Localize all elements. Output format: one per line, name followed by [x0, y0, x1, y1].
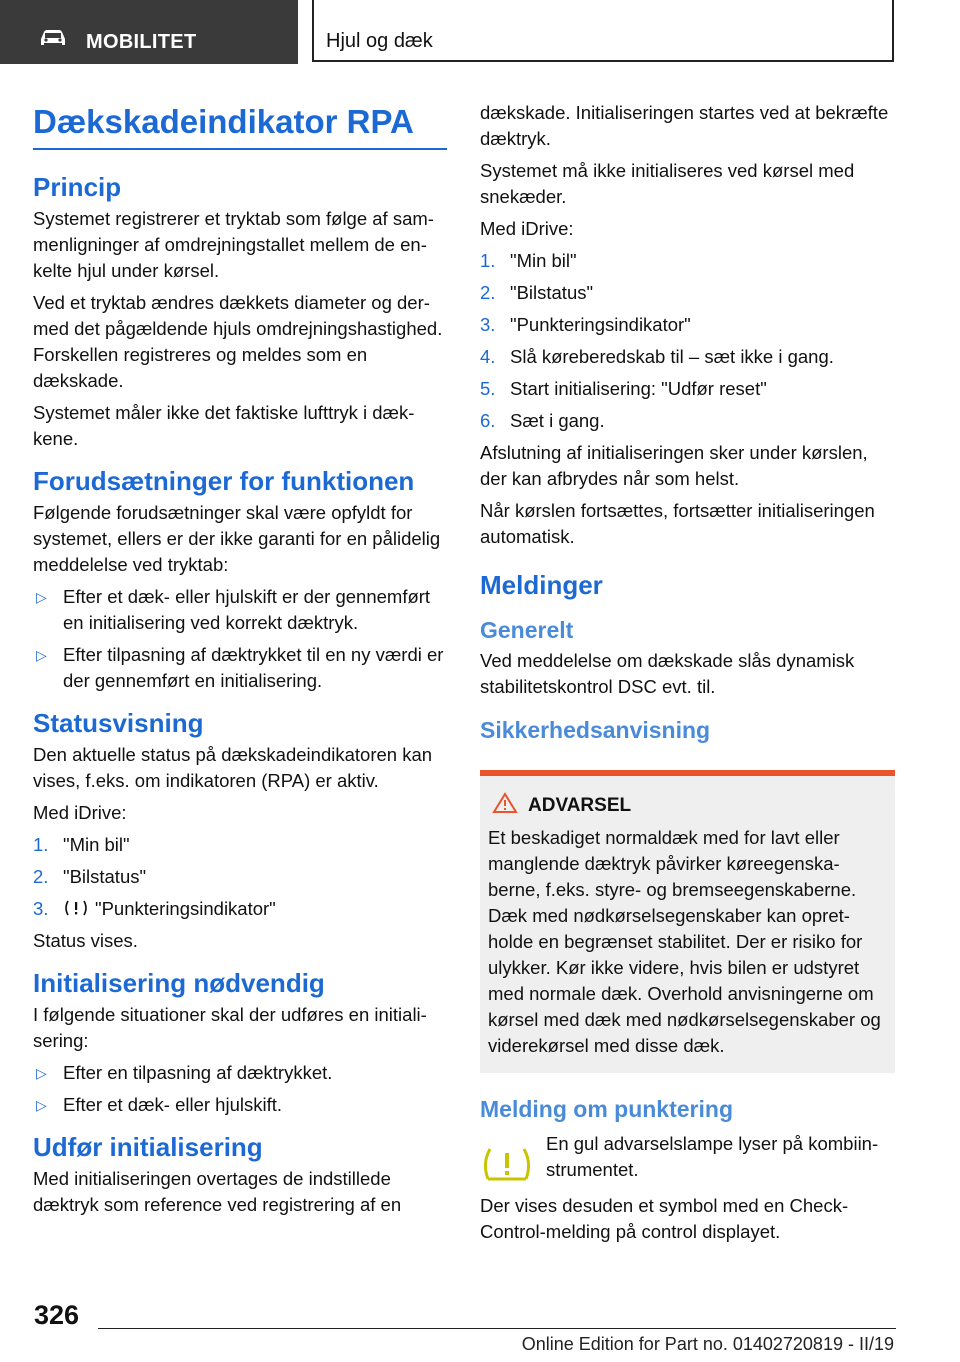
- list-item: 3. "Punkteringsindikator": [480, 314, 691, 335]
- paragraph: Afslutning af initialiseringen sker under kørslen, der kan afbrydes når som helst.: [480, 442, 868, 489]
- list-item: ▷ Efter et dæk- eller hjulskift er der gennemført en initialisering ved korrekt dæktryk.: [36, 586, 431, 633]
- warning-triangle-icon: [492, 792, 518, 814]
- paragraph: Med iDrive:: [480, 218, 574, 239]
- paragraph: Med initialiseringen overtages de indstillede dæktryk som reference ved registrering af en: [33, 1168, 402, 1215]
- section-tab: [0, 0, 298, 64]
- punktering-block: [480, 1131, 895, 1183]
- warning-title: ADVARSEL: [488, 792, 885, 819]
- numbered-list: [480, 248, 895, 434]
- page-number: 326: [34, 1300, 80, 1330]
- tire-pressure-icon: [63, 899, 89, 917]
- tire-warning-lamp-icon: [482, 1145, 532, 1185]
- paragraph: Følgende forudsætninger skal være opfyldt for systemet, ellers er der ikke garanti for en pålidelig meddelelse ved tryktab:: [33, 502, 441, 575]
- bullet-list: [33, 1060, 447, 1118]
- paragraph: Med iDrive:: [33, 802, 127, 823]
- heading-princip: Princip: [33, 172, 122, 202]
- left-column: [33, 100, 447, 1224]
- warning-box: [480, 770, 895, 1073]
- list-item: 6. Sæt i gang.: [480, 410, 605, 431]
- footer-rule: [98, 1328, 896, 1329]
- heading-punktering: Melding om punktering: [480, 1096, 733, 1122]
- chapter-tab: [312, 0, 894, 62]
- list-item: ▷ Efter et dæk- eller hjulskift.: [33, 1092, 447, 1118]
- heading-statusvisning: Statusvisning: [33, 708, 204, 738]
- paragraph: Når kørslen fortsættes, fortsætter initialiseringen automatisk.: [480, 500, 875, 547]
- bullet-list: [33, 584, 447, 694]
- triangle-bullet-icon: ▷: [36, 1065, 47, 1081]
- triangle-bullet-icon: ▷: [36, 647, 47, 663]
- triangle-bullet-icon: ▷: [36, 589, 47, 605]
- car-icon: [38, 28, 68, 48]
- heading-forudsaetninger: Forudsætninger for funktionen: [33, 466, 415, 496]
- list-item: 4. Slå køreberedskab til – sæt ikke i gang.: [480, 346, 834, 367]
- list-item: 1. "Min bil": [33, 834, 130, 855]
- chapter-label: Hjul og dæk: [326, 30, 433, 52]
- numbered-list: [33, 832, 447, 922]
- heading-udfoer: Udfør initialisering: [33, 1132, 263, 1162]
- section-label: MOBILITET: [86, 31, 197, 53]
- paragraph: Ved meddelelse om dækskade slås dynamisk stabilitetskontrol DSC evt. til.: [480, 650, 855, 697]
- footer-edition-note: Online Edition for Part no. 01402720819 - II/19: [521, 1334, 894, 1354]
- paragraph: Systemet registrerer et tryktab som følge af sammenligninger af omdrejningstallet mellem de enkelte hjul under kørsel.: [33, 208, 434, 281]
- paragraph: Den aktuelle status på dækskadeindikatoren kan vises, f.eks. om indikatoren (RPA) er aktiv.: [33, 744, 433, 791]
- heading-meldinger: Meldinger: [480, 570, 603, 600]
- paragraph: Status vises.: [33, 930, 138, 951]
- right-column: [480, 100, 895, 1251]
- paragraph: Systemet måler ikke det faktiske lufttryk i dækkene.: [33, 402, 415, 449]
- paragraph: En gul advarselslampe lyser på kombiinstrumentet.: [546, 1133, 879, 1180]
- list-item: 2. "Bilstatus": [480, 282, 594, 303]
- paragraph: Der vises desuden et symbol med en Check-Control-melding på control displayet.: [480, 1195, 849, 1242]
- paragraph: Ved et tryktab ændres dækkets diameter og dermed det pågældende hjuls omdrejningshastighed. Forskellen registreres og meldes som en dækskade.: [33, 292, 443, 391]
- triangle-bullet-icon: ▷: [36, 1097, 47, 1113]
- list-item: ▷ Efter tilpasning af dæktrykket til en ny værdi er der gennemført en initialisering.: [36, 644, 444, 691]
- list-item: 3. "Punkteringsindikator": [33, 898, 276, 919]
- paragraph: I følgende situationer skal der udføres en initialisering:: [33, 1004, 427, 1051]
- paragraph: Systemet må ikke initialiseres ved kørsel med snekæder.: [480, 160, 855, 207]
- title-rule: [33, 148, 447, 150]
- heading-initialisering: Initialisering nødvendig: [33, 968, 325, 998]
- list-item: 1. "Min bil": [480, 250, 577, 271]
- page-title: Dækskadeindikator RPA: [33, 103, 414, 140]
- list-item: 2. "Bilstatus": [33, 866, 147, 887]
- list-item: 5. Start initialisering: "Udfør reset": [480, 378, 767, 399]
- paragraph: dækskade. Initialiseringen startes ved at bekræfte dæktryk.: [480, 102, 889, 149]
- heading-generelt: Generelt: [480, 617, 574, 643]
- list-item: ▷ Efter en tilpasning af dæktrykket.: [33, 1060, 447, 1086]
- heading-sikkerhedsanvisning: Sikkerhedsanvisning: [480, 717, 711, 743]
- warning-text: Et beskadiget normaldæk med for lavt eller manglende dæktryk påvirker køreegenskaberne, f.eks. styre- og bremseegenskaberne. Dæk med nødkørselsegenskaber kan opretholde en begrænset stabilitet. Der er risiko for ulykker. Kør ikke videre, hvis bilen er udstyret med normale dæk. Overhold anvisningerne om kørsel med dæk med nødkørselsegenskaber og viderekørsel med disse dæk.: [488, 827, 881, 1056]
